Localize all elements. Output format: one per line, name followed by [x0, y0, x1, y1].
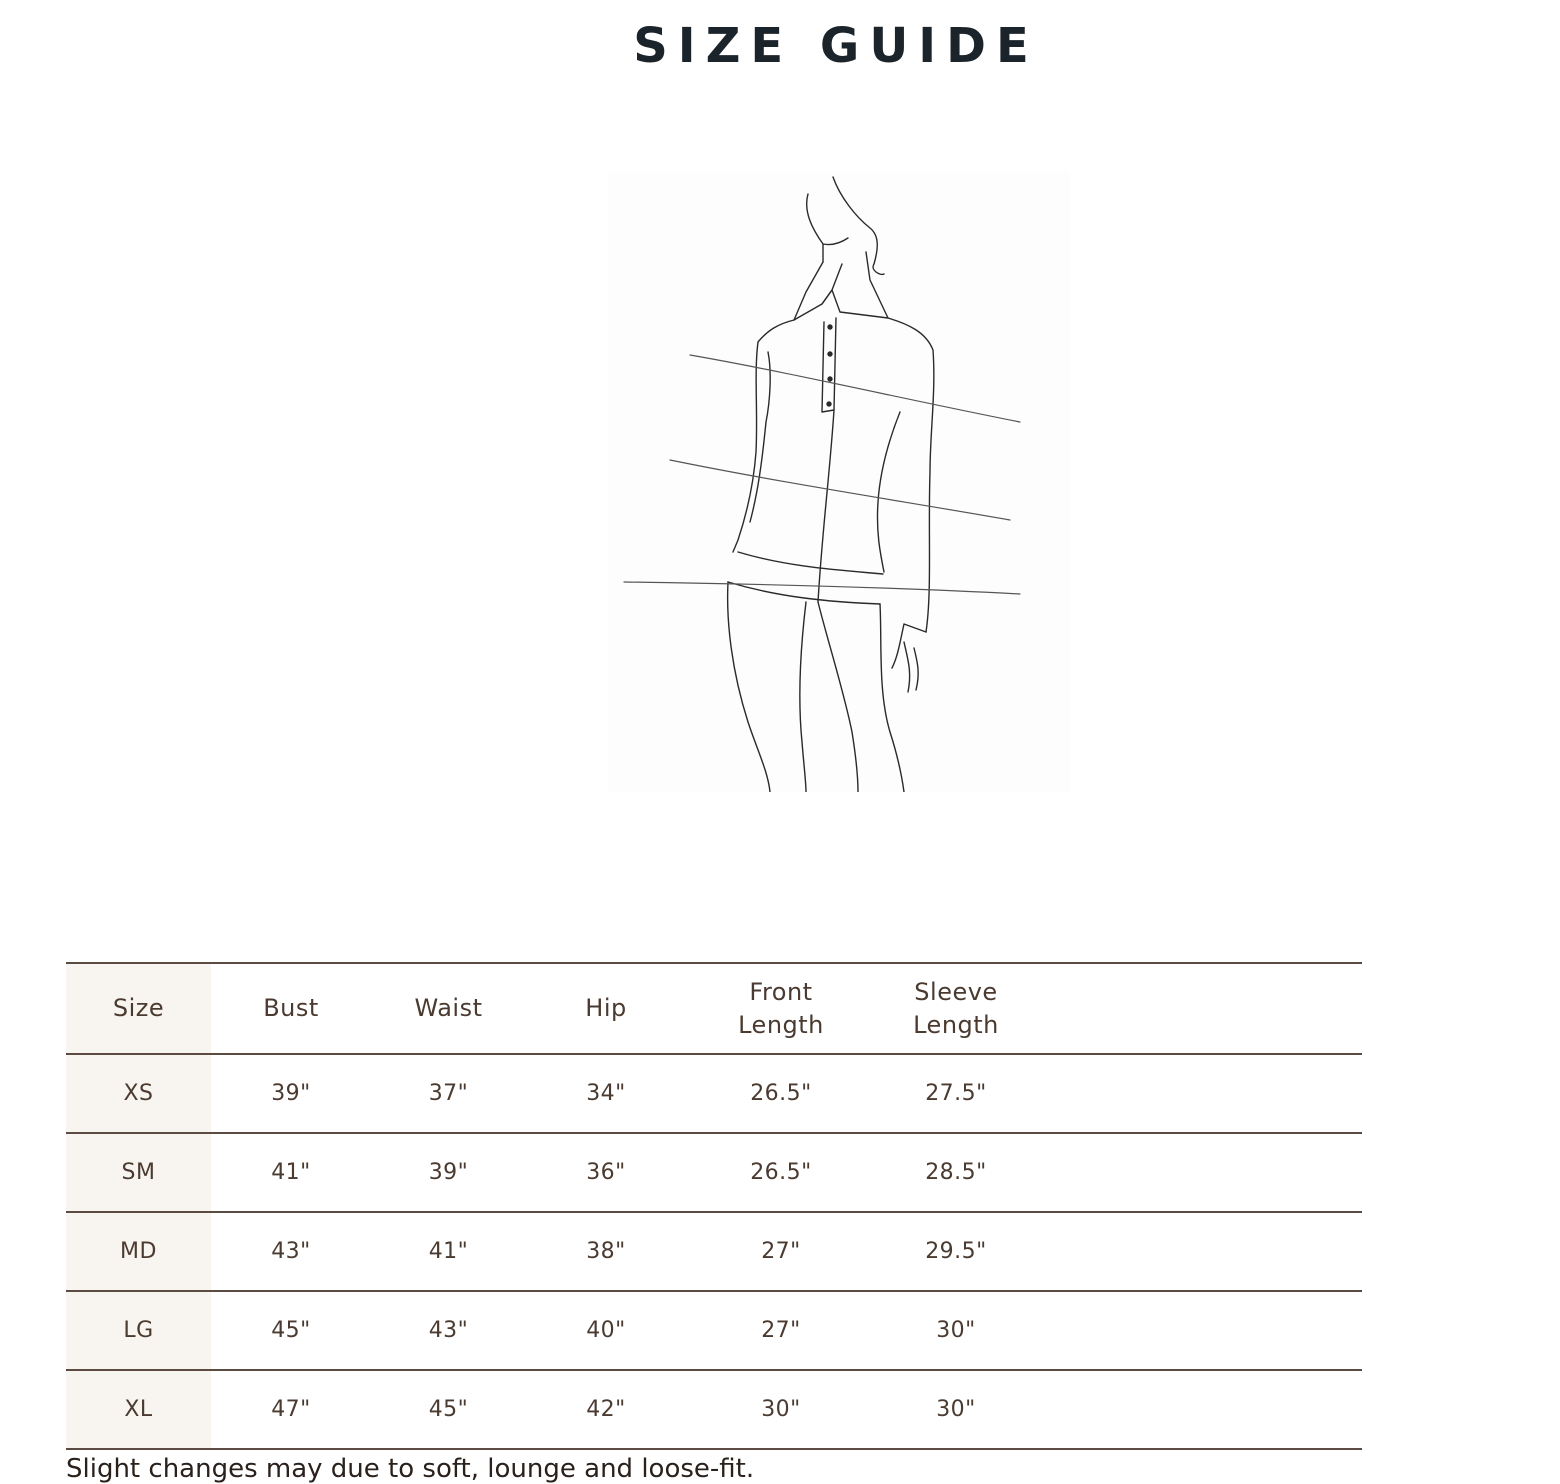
cell-spacer: [1036, 1054, 1362, 1133]
cell-front-length: 30": [686, 1370, 876, 1449]
cell-size: SM: [66, 1133, 211, 1212]
table-header-row: [66, 963, 1362, 1054]
footnote-text: Slight changes may due to soft, lounge and loose-fit.: [66, 1454, 755, 1484]
page-title: SIZE GUIDE: [633, 18, 1039, 74]
size-table: [66, 962, 1362, 1450]
cell-sleeve-length: 30": [876, 1291, 1036, 1370]
header-front-length: Front Length: [686, 963, 876, 1054]
table-row: [66, 1133, 1362, 1212]
cell-sleeve-length: 28.5": [876, 1133, 1036, 1212]
cell-spacer: [1036, 1212, 1362, 1291]
cell-hip: 34": [526, 1054, 686, 1133]
header-waist: Waist: [371, 963, 526, 1054]
cell-hip: 36": [526, 1133, 686, 1212]
cell-waist: 37": [371, 1054, 526, 1133]
header-sleeve-length: Sleeve Length: [876, 963, 1036, 1054]
table-row: [66, 1054, 1362, 1133]
cell-waist: 43": [371, 1291, 526, 1370]
header-bust: Bust: [211, 963, 371, 1054]
table-row: [66, 1212, 1362, 1291]
cell-bust: 43": [211, 1212, 371, 1291]
cell-waist: 39": [371, 1133, 526, 1212]
cell-spacer: [1036, 1291, 1362, 1370]
cell-size: XS: [66, 1054, 211, 1133]
cell-bust: 39": [211, 1054, 371, 1133]
cell-waist: 45": [371, 1370, 526, 1449]
cell-bust: 47": [211, 1370, 371, 1449]
garment-sketch-image: [608, 172, 1070, 792]
cell-front-length: 26.5": [686, 1054, 876, 1133]
cell-size: MD: [66, 1212, 211, 1291]
header-spacer: [1036, 963, 1362, 1054]
cell-bust: 45": [211, 1291, 371, 1370]
cell-front-length: 27": [686, 1212, 876, 1291]
cell-size: XL: [66, 1370, 211, 1449]
cell-front-length: 26.5": [686, 1133, 876, 1212]
table-row: [66, 1291, 1362, 1370]
cell-sleeve-length: 30": [876, 1370, 1036, 1449]
cell-size: LG: [66, 1291, 211, 1370]
cell-sleeve-length: 27.5": [876, 1054, 1036, 1133]
header-hip: Hip: [526, 963, 686, 1054]
cell-front-length: 27": [686, 1291, 876, 1370]
cell-spacer: [1036, 1370, 1362, 1449]
cell-hip: 40": [526, 1291, 686, 1370]
cell-hip: 42": [526, 1370, 686, 1449]
cell-bust: 41": [211, 1133, 371, 1212]
cell-spacer: [1036, 1133, 1362, 1212]
cell-waist: 41": [371, 1212, 526, 1291]
header-size: Size: [66, 963, 211, 1054]
table-row: [66, 1370, 1362, 1449]
cell-hip: 38": [526, 1212, 686, 1291]
cell-sleeve-length: 29.5": [876, 1212, 1036, 1291]
